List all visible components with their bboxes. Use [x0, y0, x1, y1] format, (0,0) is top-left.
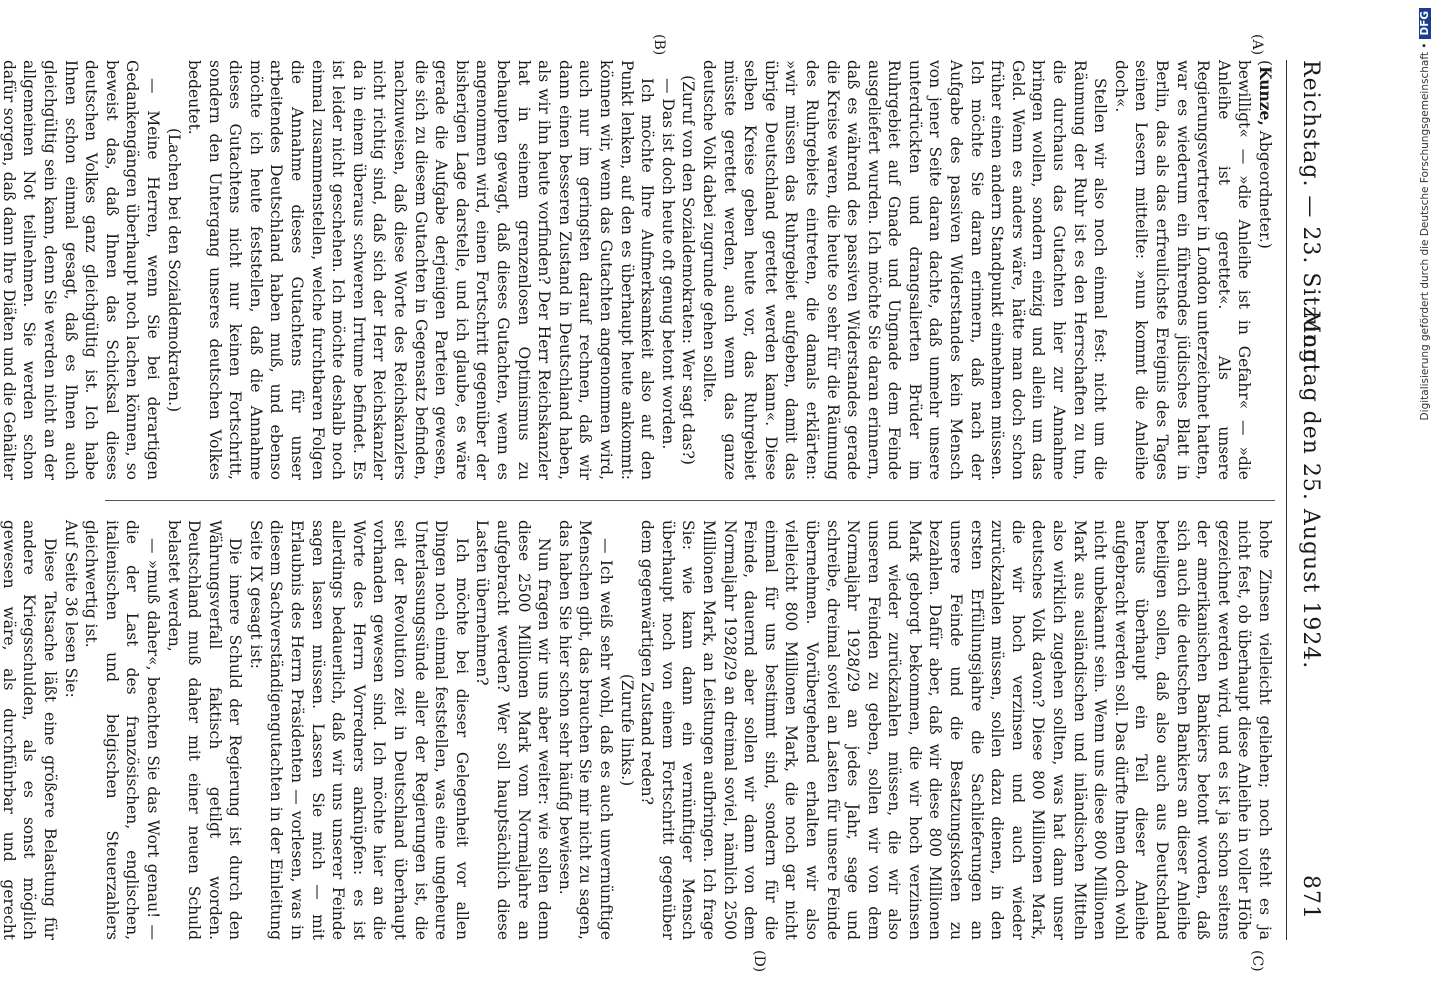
page-header	[1289, 60, 1323, 920]
paragraph: Auf Seite 36 lesen Sie:	[61, 520, 80, 698]
margin-marker-b: (B)	[651, 34, 667, 56]
speaker-name: Kunze,	[1256, 66, 1275, 126]
speaker-role: Abgeordneter.)	[1256, 130, 1274, 249]
interjection: (Zurufe links.)	[617, 673, 636, 787]
interjection: (Zuruf von den Sozialdemokraten: Wer sagt das?)	[679, 75, 698, 465]
left-column	[0, 60, 1275, 480]
header-date: Montag den 25. August 1924.	[1298, 310, 1323, 670]
paragraph: — Ich weiß sehr wohl, daß es auch unvernünftige Menschen gibt, das brauchen Sie mir nicht zu sagen, das haben Sie hier schon sehr häufig bewiesen.	[555, 520, 615, 940]
credit-text-wrapper	[1419, 8, 1431, 988]
paragraph: hohe Zinsen vielleicht geliehen; noch steht es ja nicht fest, ob überhaupt diese Anleihe in voller Höhe gezeichnet werden wird, und es ist ja schon seitens der amerikanischen Bankiers betont worden, daß sich auch die deutschen Bankiers an dieser Anleihe beteiligen sollen, daß also auch aus Deutschland heraus überhaupt ein Teil dieser Anleihe aufgebracht werden soll. Das dürfte Ihnen doch wohl nicht unbekannt sein. Wenn uns diese 800 Millionen Mark aus ausländischen und inländischen Mitteln also wirklich zugehen sollten, was hat dann unser deutsches Volk davon? Diese 800 Millionen Mark, die wir hoch verzinsen und auch wieder zurückzahlen müssen, sollen dazu dienen, in den ersten Erfüllungsjahre die Sachlieferungen an unsere Feinde und die Besatzungskosten zu bezahlen. Dafür aber, daß wir diese 800 Millionen Mark geborgt bekommen, die wir hoch verzinsen und wieder zurückzahlen müssen, die wir also unseren Feinden zu geben, sollen wir von dem Normaljahr 1928/29 an jedes Jahr, sage und schreibe, dreimal soviel an Lasten für unsere Feinde übernehmen. Vorübergehend erhalten wir also vielleicht 800 Millionen Mark, die noch gar nicht einmal für uns bestimmt sind, sondern für die Feinde, dauernd aber sollen wir dann von dem Normaljahr 1928/29 an dreimal soviel, nämlich 2500 Millionen Mark, an Leistungen aufbringen. Ich frage Sie: wie kann dann ein vernünftiger Mensch überhaupt noch von einem Fortschritt gegenüber dem gegenwärtigen Zustand reden?	[638, 520, 1274, 940]
header-rule	[1286, 60, 1287, 940]
paragraph: Ich möchte Ihre Aufmerksamkeit also auf den Punkt lenken, auf den es überhaupt heute ankommt: können wir, wenn das Gutachten angenommen wird, auch nur im geringsten darauf rechnen, daß wir dann einen besseren Zustand in Deutschland haben, als wir ihn heute vorfinden? Der Herr Reichskanzler hat in seinem grenzenlosen Optimismus zu behaupten gewagt, daß dieses Gutachten, wenn es angenommen wird, einen Fortschritt gegenüber der bisherigen Lage darstelle, und ich glaube, es wäre gerade die Aufgabe derjenigen Parteien gewesen, die sich zu diesem Gutachten in Gegensatz befinden, nachzuweisen, daß diese Worte des Reichskanzlers nicht richtig sind, daß sich der Herr Reichskanzler da in einem überaus schweren Irrtume befindet. Es ist leider nicht geschehen. Ich möchte deshalb noch einmal zusammenstellen, welche furchtbaren Folgen die Annahme dieses Gutachtens für unser arbeitendes Deutschland haben muß, und ebenso möchte ich heute feststellen, daß die Annahme dieses Gutachtens nicht nur keinen Fortschritt, sondern den Untergang unseres deutschen Volkes bedeutet.	[185, 60, 657, 480]
header-session: Reichstag. — 23. Sitzung.	[1298, 60, 1323, 373]
margin-marker-a: (A)	[1249, 34, 1265, 56]
paragraph: — Das ist doch heute oft genug betont worden.	[658, 78, 677, 450]
dfg-logo: DFG	[1419, 8, 1431, 39]
margin-marker-c: (C)	[1249, 950, 1265, 972]
margin-marker-d: (D)	[751, 950, 767, 973]
paragraph: bewilligt« — »die Anleihe ist in Gefahr« — »die Anleihe ist gerettet«. Als unsere Regierungsvertreter in London unterzeichnet hatten, war es wiederum ein führendes jüdisches Blatt in Berlin, das als das erfreulichste Ereignis des Tages seinen Lesern mitteilte: »nun kommt die Anleihe doch«.	[1111, 60, 1254, 480]
page-number: 871	[1298, 875, 1323, 920]
paragraph: Ich möchte bei dieser Gelegenheit vor allen Dingen noch einmal feststellen, was eine ungeheure Unterlassungssünde aller der Regierungen ist, die seit der Revolution zeit in Deutschland überhaupt vorhanden gewesen sind. Ich möchte hier an die Worte des Herrn Vorredners anknüpfen: es ist allerdings bedauerlich, daß wir uns unserer Feinde sagen lassen müssen. Lassen Sie mich — mit Erlaubnis des Herrn Präsidenten — vorlesen, was in diesem Sachverständigengutachten in der Einleitung Seite IX gesagt ist:	[246, 520, 471, 940]
paragraph: Nun fragen wir uns aber weiter: wie sollen denn diese 2500 Millionen Mark vom Normaljahre an aufgebracht werden? Wer soll hauptsächlich diese Lasten übernehmen?	[473, 520, 554, 940]
paragraph: Stellen wir also noch einmal fest: nicht um die Räumung der Ruhr ist es den Herrschaften zu tun, die durchaus das Gutachten hier zur Annahme bringen wollen, sondern einzig und allein um das Geld. Wenn es anders wäre, hätte man doch schon früher einen andern Standpunkt einnehmen müssen. Ich möchte Sie daran erinnern, daß nach der Aufgabe des passiven Widerstandes kein Mensch von jener Seite daran dachte, daß unmehr unsere unterdrückten und drangsalierten Brüder im Ruhrgebiet auf Gnade und Ungnade dem Feinde ausgeliefert wurden. Ich möchte Sie daran erinnern, daß es während des passiven Widerstandes gerade die Kreise waren, die heute so sehr für die Räumung des Ruhrgebiets eintreten, die damals erklärten: »wir müssen das Ruhrgebiet aufgeben, damit das übrige Deutschland gerettet werden kann«. Diese selben Kreise geben heute vor, das Ruhrgebiet müsste gerettet werden, auch wenn das ganze deutsche Volk dabei zugrunde gehen sollte.	[699, 60, 1110, 480]
paragraph: — Meine Herren, wenn Sie bei derartigen Gedankengängen überhaupt noch lachen können, so beweist das, daß Ihnen das Schicksal dieses deutschen Volkes ganz gleichgültig ist. Ich habe Ihnen schon einmal gesagt, daß es Ihnen auch gleichgültig sein kann, denn Sie werden nicht an der allgemeinen Not teilnehmen. Sie werden schon dafür sorgen, daß dann Ihre Diäten und die Gehälter	[0, 60, 162, 480]
interjection: (Lachen bei den Sozialdemokraten.)	[164, 127, 183, 413]
credit-text: Digitalisierung gefördert durch die Deutsche Forschungsgemeinschaft •	[1419, 42, 1431, 421]
quotation: Die innere Schuld der Regierung ist durch den Währungsverfall faktisch getilgt worden. Deutschland muß daher mit einer neuen Schuld belastet werden,	[164, 520, 245, 940]
right-column	[0, 520, 1275, 940]
digitization-credit	[1416, 8, 1434, 988]
paragraph: — »muß daher«, beachten Sie das Wort genau! — die der Last des französischen, englischen, italienischen und belgischen Steuerzahlers gleichwertig ist.	[82, 520, 162, 940]
scanned-page	[0, 20, 1357, 980]
quotation: Diese Tatsache läßt eine größere Belastung für andere Kriegsschulden, als es sonst möglich gewesen wäre, als durchführbar und gerecht	[0, 520, 59, 940]
column-divider	[105, 500, 1275, 501]
speaker-line: (Kunze, Abgeordneter.)	[1256, 60, 1275, 249]
